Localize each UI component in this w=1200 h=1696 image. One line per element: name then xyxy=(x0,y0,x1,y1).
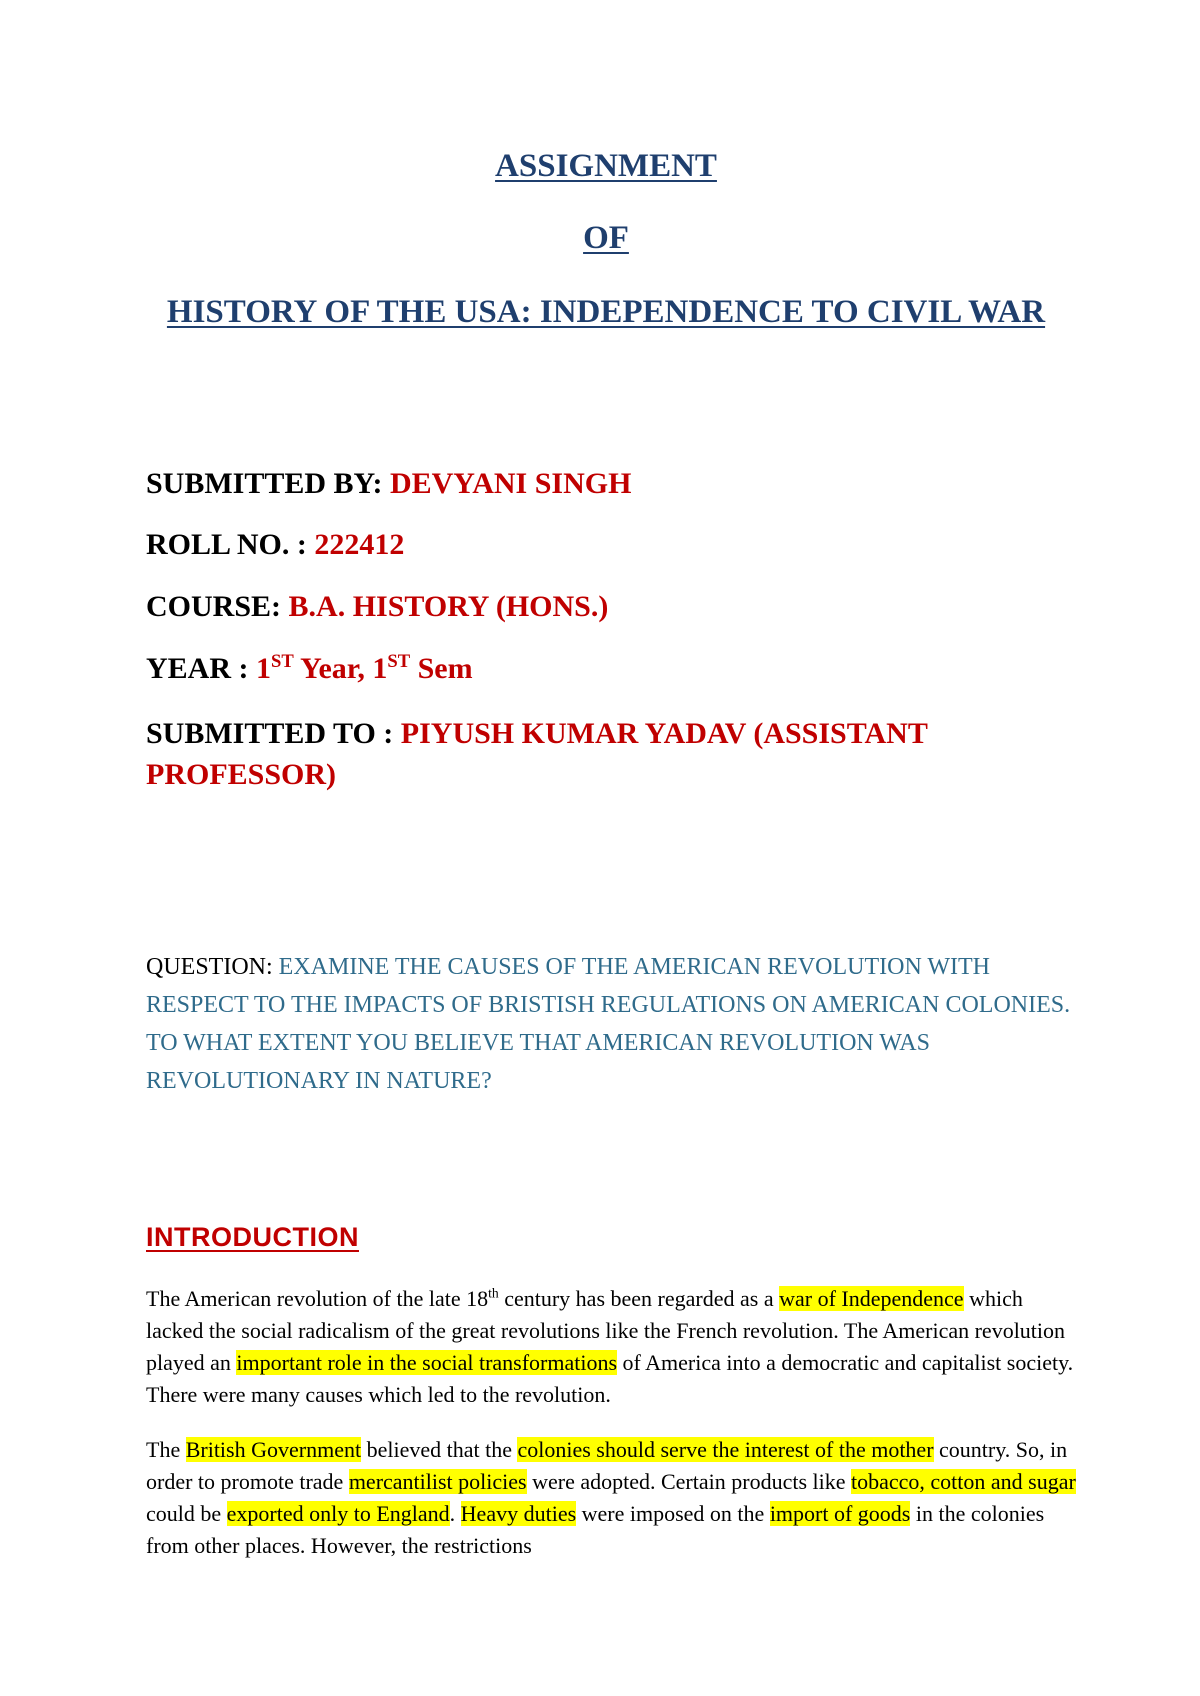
roll-no-value: 222412 xyxy=(314,528,405,561)
submitted-by-value: DEVYANI SINGH xyxy=(389,467,632,500)
text-run: country. So, in order to promote trade xyxy=(146,1437,1068,1494)
highlighted-text: exported only to England xyxy=(226,1501,450,1526)
year-text: Year, xyxy=(293,652,373,685)
text-run: were adopted. Certain products like xyxy=(526,1469,852,1494)
question-text: EXAMINE THE CAUSES OF THE AMERICAN REVOLUTION WITH RESPECT TO THE IMPACTS OF BRISTISH REGULATIONS ON AMERICAN COLONIES. TO WHAT EXTENT YOU BELIEVE THAT AMERICAN REVOLUTION WAS REVOLUTIONARY IN NATURE? xyxy=(146,954,1071,1094)
submitted-to-line xyxy=(146,713,1066,795)
submitted-by-label: SUBMITTED BY: xyxy=(146,467,390,500)
roll-no-label: ROLL NO. : xyxy=(146,528,315,561)
ordinal-suffix: th xyxy=(488,1285,499,1301)
text-run: The American revolution of the late 18 xyxy=(146,1286,489,1311)
semester-ordinal: ST xyxy=(387,651,411,672)
submitted-to-value: PIYUSH KUMAR YADAV (ASSISTANT PROFESSOR) xyxy=(146,717,928,791)
text-run: of America into a democratic and capitalist society. There were many causes which led to the revolution. xyxy=(146,1350,1074,1407)
course-line xyxy=(146,589,1066,625)
text-run: The xyxy=(146,1437,186,1462)
text-run: could be xyxy=(146,1501,227,1526)
intro-paragraph-1 xyxy=(146,1283,1076,1411)
highlighted-text: war of Independence xyxy=(779,1286,964,1311)
semester-number: 1 xyxy=(372,652,388,685)
question-block xyxy=(146,948,1076,1100)
highlighted-text: tobacco, cotton and sugar xyxy=(851,1469,1076,1494)
roll-no-line xyxy=(146,527,1066,563)
submitted-to-label: SUBMITTED TO : xyxy=(146,717,401,750)
year-line xyxy=(146,651,1066,687)
highlighted-text: British Government xyxy=(185,1437,362,1462)
text-run: century has been regarded as a xyxy=(498,1286,780,1311)
title-line-assignment: ASSIGNMENT xyxy=(495,148,717,184)
text-run: were imposed on the xyxy=(576,1501,770,1526)
title-line-of: OF xyxy=(583,220,629,256)
submitted-by-line xyxy=(146,466,1066,502)
title-line-subject: HISTORY OF THE USA: INDEPENDENCE TO CIVIL WAR xyxy=(166,294,1046,330)
year-number: 1 xyxy=(256,652,271,685)
semester-text: Sem xyxy=(410,652,473,685)
course-label: COURSE: xyxy=(146,590,289,623)
highlighted-text: colonies should serve the interest of the mother xyxy=(517,1437,934,1462)
highlighted-text: Heavy duties xyxy=(460,1501,577,1526)
introduction-heading: INTRODUCTION xyxy=(146,1222,359,1252)
course-value: B.A. HISTORY (HONS.) xyxy=(288,590,609,623)
text-run: in the colonies from other places. However, the restrictions xyxy=(146,1501,1045,1558)
text-run: believed that the xyxy=(361,1437,518,1462)
highlighted-text: import of goods xyxy=(769,1501,911,1526)
text-run: . xyxy=(449,1501,461,1526)
intro-paragraph-2 xyxy=(146,1434,1076,1562)
text-run: which lacked the social radicalism of the great revolutions like the French revolution. The American revolution played an xyxy=(146,1286,1066,1375)
year-value xyxy=(256,652,473,685)
question-label: QUESTION: xyxy=(146,954,279,980)
highlighted-text: mercantilist policies xyxy=(348,1469,527,1494)
highlighted-text: important role in the social transformations xyxy=(236,1350,618,1375)
year-ordinal: ST xyxy=(271,651,294,672)
year-label: YEAR : xyxy=(146,652,256,685)
